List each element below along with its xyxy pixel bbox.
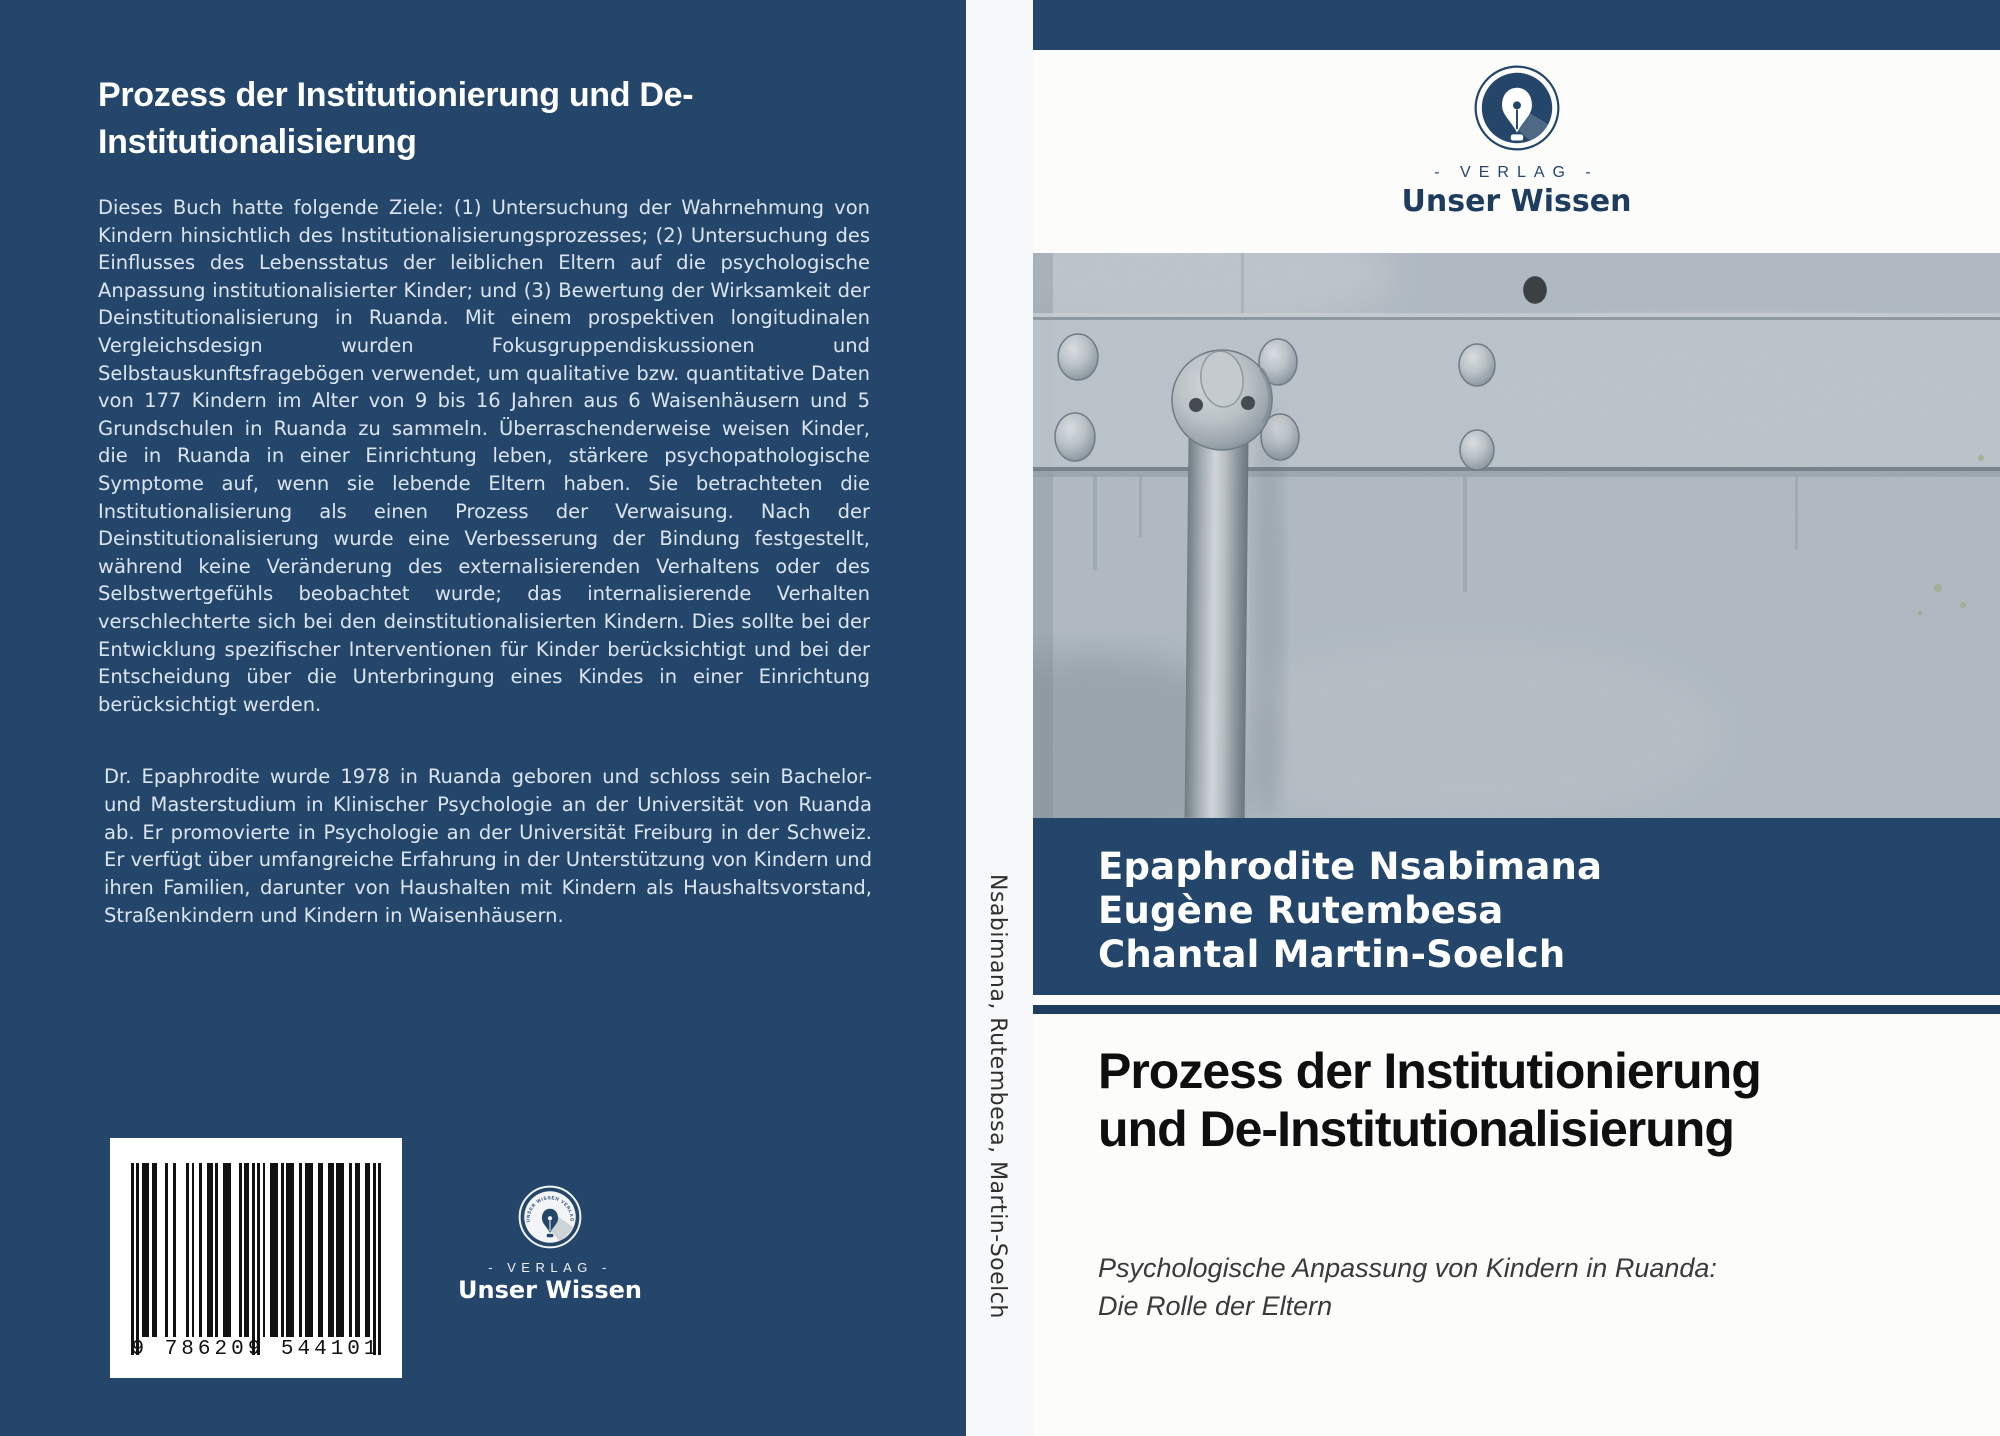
- front-cover-title: Prozess der Institutionierung und De-Institutionalisierung: [1098, 1043, 1761, 1157]
- barcode: [110, 1138, 402, 1378]
- spine-authors: Nsabimana, Rutembesa, Martin-Soelch: [985, 874, 1010, 1319]
- barcode-digits: 9 786209 544101: [131, 1338, 381, 1361]
- front-cover: [1033, 0, 2000, 1436]
- publisher-name: Unser Wissen: [458, 1276, 642, 1304]
- divider-rule: [1033, 1005, 2000, 1014]
- back-cover-description: Dieses Buch hatte folgende Ziele: (1) Untersuchung der Wahrnehmung von Kindern hinsichtlich des Institutionalisierungsprozesses; (2) Untersuchung des Einflusses des Lebensstatus der leiblichen Eltern auf die psychologische Anpassung institutionalisierter Kinder; und (3) Bewertung der Wirksamkeit der Deinstitutionalisierung in Ruanda. Mit einem prospektiven longitudinalen Vergleichsdesign wurden Fokusgruppendiskussionen und Selbstauskunftsfragebögen verwendet, um qualitative bzw. quantitative Daten von 177 Kindern im Alter von 9 bis 16 Jahren aus 6 Waisenhäusern und 5 Grundschulen in Ruanda zu sammeln. Überraschenderweise weisen Kinder, die in Ruanda in einer Einrichtung leben, stärkere psychopathologische Symptome auf, wenn sie lebende Eltern haben. Sie betrachteten die Institutionalisierung als einen Prozess der Verwaisung. Nach der Deinstitutionalisierung wurde eine Verbesserung der Bindung festgestellt, während keine Veränderung des externalisierenden Verhaltens oder des Selbstwertgefühls beobachtet wurde; das internalisierende Verhalten verschlechterte sich bei den deinstitutionalisierten Kindern. Dies sollte bei der Entwicklung spezifischer Interventionen für Kinder berücksichtigt und bei der Entscheidung über die Unterbringung eines Kindes in einer Einrichtung berücksichtigt werden.: [98, 196, 870, 716]
- publisher-emblem-pen-nib-icon: [517, 1184, 583, 1250]
- author-name: Epaphrodite Nsabimana: [1098, 845, 1603, 888]
- publisher-name: Unser Wissen: [1401, 184, 1632, 219]
- front-cover-subtitle: Psychologische Anpassung von Kindern in Ruanda: Die Rolle der Eltern: [1098, 1253, 1717, 1321]
- spine: [966, 0, 1033, 1436]
- publisher-verlag-line: - VERLAG -: [1434, 164, 1599, 181]
- publisher-logo-back: [450, 1184, 650, 1304]
- publisher-logo-front: [1033, 64, 2000, 219]
- publisher-emblem-pen-nib-icon: [1473, 64, 1561, 152]
- barcode-bars: [131, 1163, 381, 1355]
- back-cover-title: Prozess der Institutionierung und De-Institutionalisierung: [98, 76, 694, 161]
- author-name: Chantal Martin-Soelch: [1098, 933, 1566, 976]
- back-cover: [0, 0, 966, 1436]
- cover-photo-metal-door-handle: [1033, 253, 2000, 818]
- author-name: Eugène Rutembesa: [1098, 889, 1504, 932]
- author-bio: Dr. Epaphrodite wurde 1978 in Ruanda geboren und schloss sein Bachelor- und Masterstudium in Klinischer Psychologie an der Universität von Ruanda ab. Er promovierte in Psychologie an der Universität Freiburg in der Schweiz. Er verfügt über umfangreiche Erfahrung in der Unterstützung von Kindern und ihren Familien, darunter von Haushalten mit Kindern als Haushaltsvorstand, Straßenkindern und Kindern in Waisenhäusern.: [104, 765, 872, 927]
- publisher-verlag-line: - VERLAG -: [488, 1260, 612, 1275]
- authors-block: [1033, 818, 2000, 995]
- front-top-bar: [1033, 0, 2000, 50]
- emblem-curved-text: UNSER WISSEN VERLAG: [525, 1195, 575, 1223]
